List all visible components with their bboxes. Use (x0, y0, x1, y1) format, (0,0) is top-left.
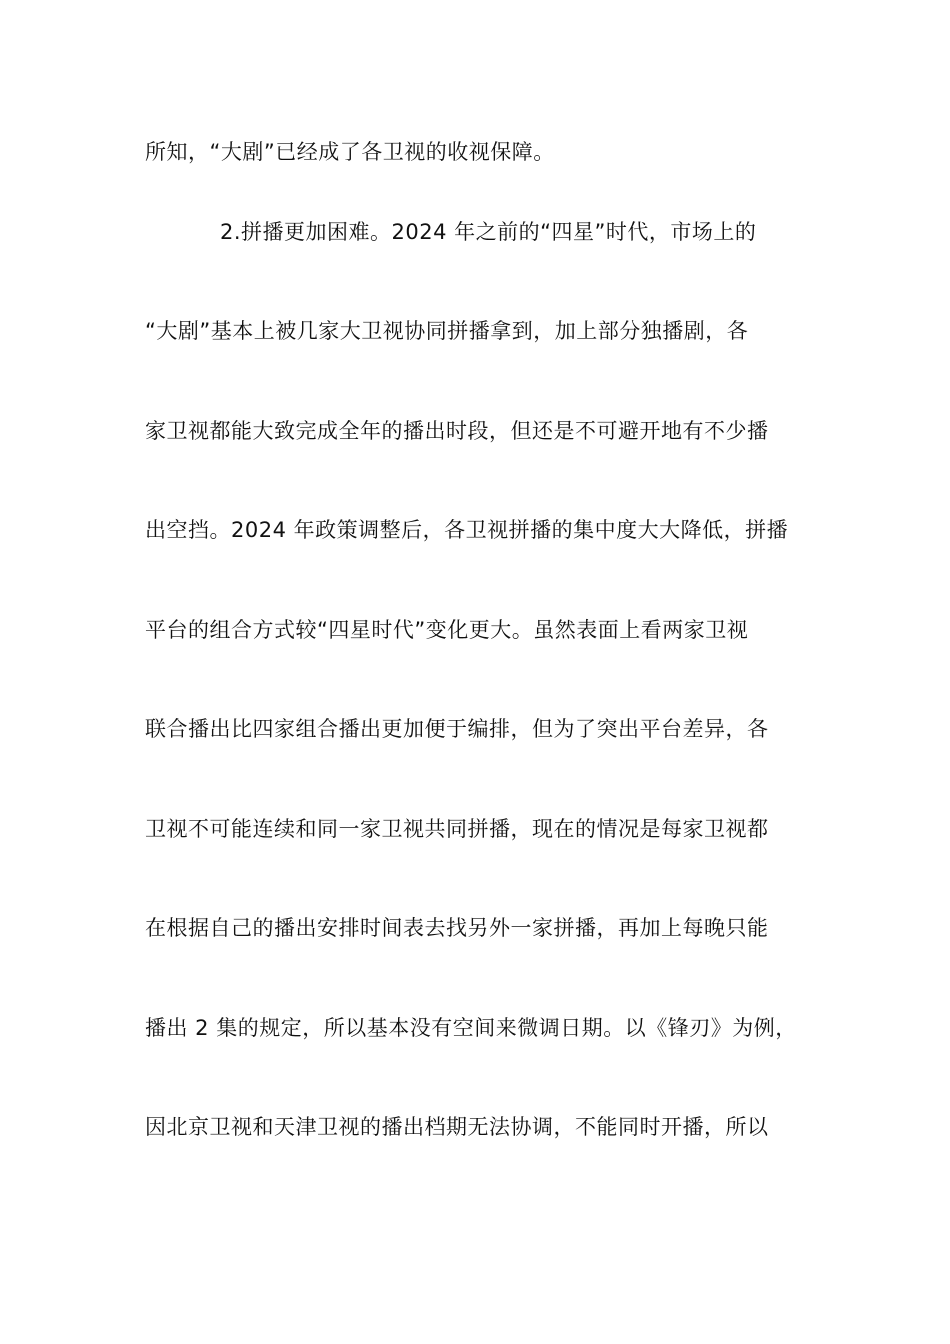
text-line-6: 平台的组合方式较“四星时代”变化更大。虽然表面上看两家卫视 (145, 618, 749, 642)
text-line-8: 卫视不可能连续和同一家卫视共同拼播，现在的情况是每家卫视都 (145, 817, 769, 841)
text-line-3: “大剧”基本上被几家大卫视协同拼播拿到，加上部分独播剧，各 (145, 319, 749, 343)
text-line-10: 播出 2 集的规定，所以基本没有空间来微调日期。以《锋刃》为例， (145, 1016, 797, 1040)
text-line-1: 所知，“大剧”已经成了各卫视的收视保障。 (145, 140, 555, 164)
text-line-4: 家卫视都能大致完成全年的播出时段，但还是不可避开地有不少播 (145, 419, 769, 443)
text-line-7: 联合播出比四家组合播出更加便于编排，但为了突出平台差异，各 (145, 717, 769, 741)
text-line-11: 因北京卫视和天津卫视的播出档期无法协调，不能同时开播，所以 (145, 1115, 769, 1139)
paragraph-2-first-line: 2.拼播更加困难。2024 年之前的“四星”时代，市场上的 (220, 220, 757, 244)
text-line-5: 出空挡。2024 年政策调整后，各卫视拼播的集中度大大降低，拼播 (145, 518, 789, 542)
text-line-9: 在根据自己的播出安排时间表去找另外一家拼播，再加上每晚只能 (145, 916, 769, 940)
